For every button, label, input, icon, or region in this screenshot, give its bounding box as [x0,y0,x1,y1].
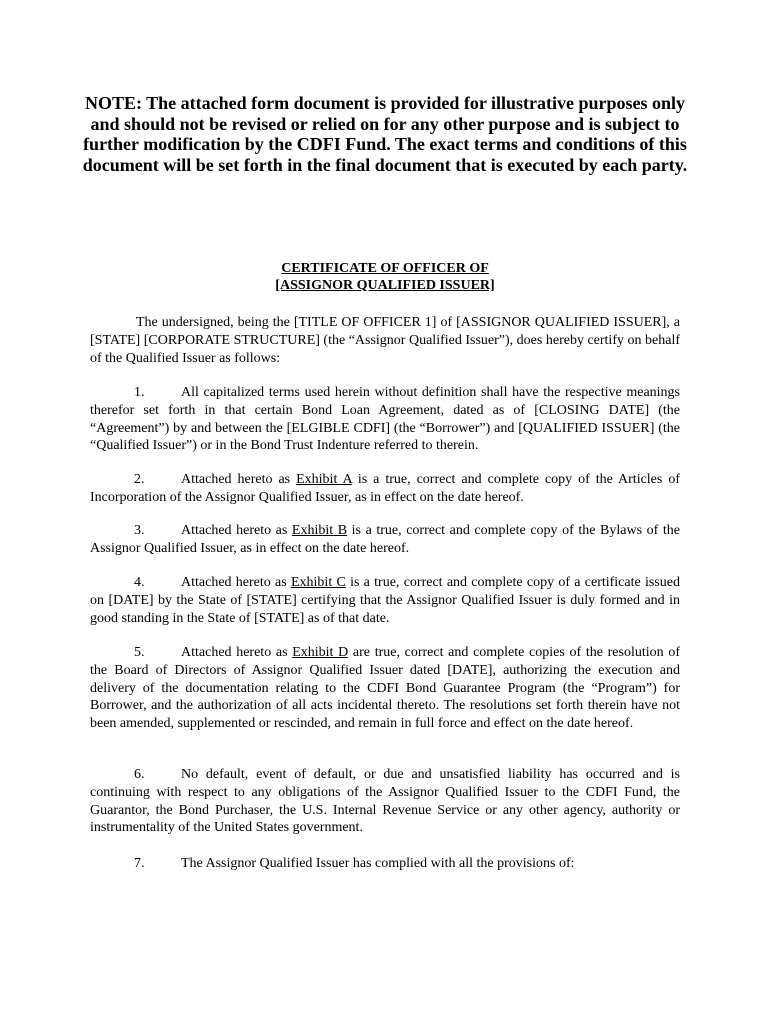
exhibit-b-reference: Exhibit B [291,523,348,538]
paragraph-3 [90,522,680,558]
paragraph-text-post: is a true, correct and complete copy of a certificate issued on [DATE] by the State of [STATE] certifying that the Assignor Qualified Issuer is duly formed and in good standing in the State of [STATE] as of that date. [90,575,680,626]
exhibit-a-reference: Exhibit A [296,472,352,487]
intro-paragraph: The undersigned, being the [TITLE OF OFFICER 1] of [ASSIGNOR QUALIFIED ISSUER], a [STATE] [CORPORATE STRUCTURE] (the “Assignor Qualified Issuer”), does hereby certify on behalf of the Qualified Issuer as follows: [90,315,680,366]
paragraph-text-pre: Attached hereto as [181,472,297,487]
paragraph-text-post: is a true, correct and complete copy of the Articles of Incorporation of the Assignor Qualified Issuer, as in effect on the date hereof. [90,472,680,505]
certificate-title [180,260,590,294]
paragraph-7 [90,855,680,873]
paragraph-text: No default, event of default, or due and unsatisfied liability has occurred and is continuing with respect to any obligations of the Assignor Qualified Issuer to the CDFI Fund, the Guarantor, the Bond Purchaser, the U.S. Internal Revenue Service or any other agency, authority or instrumentality of the United States government. [90,767,680,836]
exhibit-d-reference: Exhibit D [292,645,349,660]
paragraph-number: 1. [134,385,145,400]
paragraph-number: 5. [134,645,145,660]
certificate-title-line-2: [ASSIGNOR QUALIFIED ISSUER] [275,278,495,293]
illustrative-purposes-note: NOTE: The attached form document is provided for illustrative purposes only and should not be revised or relied on for any other purpose and is subject to further modification by the CDFI Fund. The exact terms and conditions of this document will be set forth in the final document that is executed by each party. [82,93,688,175]
paragraph-number: 3. [134,523,145,538]
paragraph-6 [90,766,680,837]
paragraph-text-post: are true, correct and complete copies of the resolution of the Board of Directors of Assignor Qualified Issuer dated [DATE], authorizing the execution and delivery of the documentation relating to the CDFI Bond Guarantee Program (the “Program”) for Borrower, and the authorization of all acts incidental thereto. The resolutions set forth therein have not been amended, supplemented or rescinded, and remain in full force and effect on the date hereof. [90,645,680,732]
paragraph-text-post: is a true, correct and complete copy of the Bylaws of the Assignor Qualified Issuer, as in effect on the date hereof. [90,523,680,556]
paragraph-text-pre: Attached hereto as [181,523,292,538]
paragraph-text-pre: Attached hereto as [181,575,291,590]
paragraph-number: 4. [134,575,145,590]
paragraph-5 [90,644,680,733]
paragraph-text: All capitalized terms used herein without definition shall have the respective meanings therefor set forth in that certain Bond Loan Agreement, dated as of [CLOSING DATE] (the “Agreement”) by and between the [ELGIBLE CDFI] (the “Borrower”) and [QUALIFIED ISSUER] (the “Qualified Issuer”) or in the Bond Trust Indenture referred to therein. [90,385,680,454]
paragraph-text-pre: Attached hereto as [181,645,293,660]
paragraph-text: The Assignor Qualified Issuer has complied with all the provisions of: [181,856,575,871]
paragraph-number: 2. [134,472,145,487]
exhibit-c-reference: Exhibit C [290,575,346,590]
paragraph-2 [90,471,680,507]
paragraph-number: 6. [134,767,145,782]
paragraph-number: 7. [134,856,145,871]
paragraph-1 [90,384,680,455]
paragraph-4 [90,574,680,627]
certificate-title-line-1: CERTIFICATE OF OFFICER OF [281,261,489,276]
